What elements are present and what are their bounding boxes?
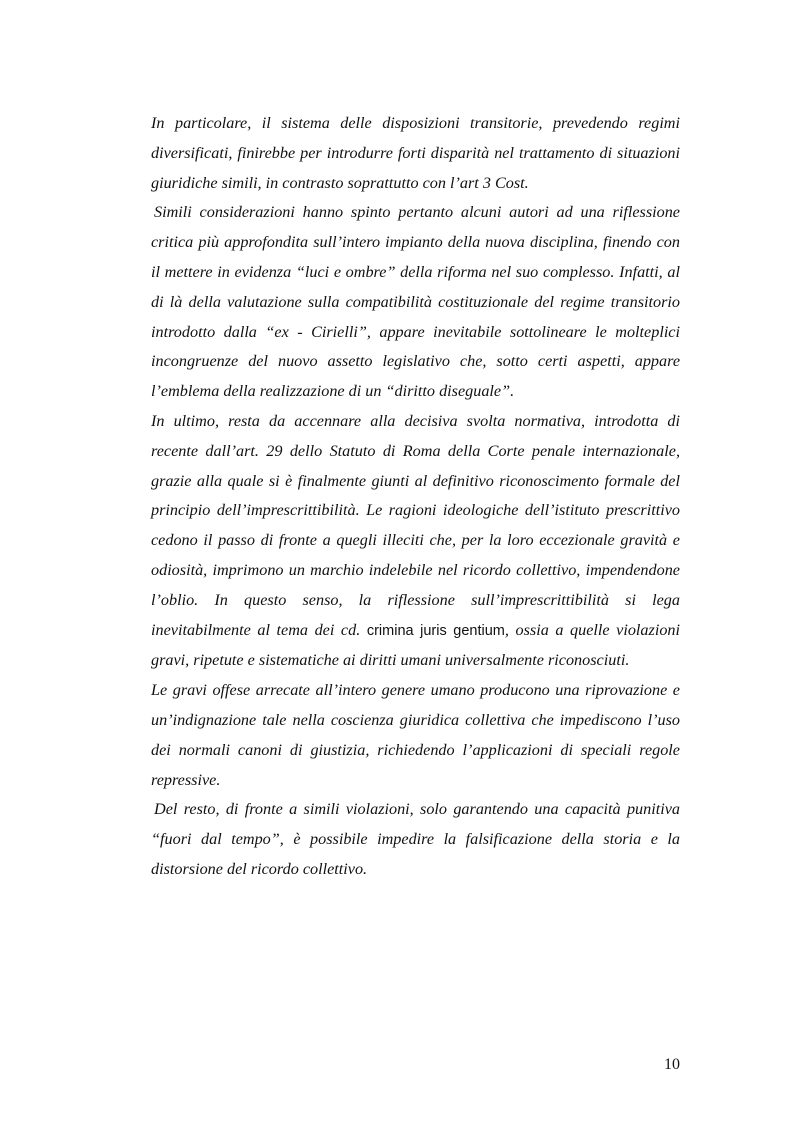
page-number: 10 [664, 1056, 680, 1073]
paragraph-3-text-before: In ultimo, resta da accennare alla decisiva svolta normativa, introdotta di recente dall’art. 29 dello Statuto di Roma della Corte penale internazionale, grazie alla quale si è finalmente giunti al definitivo riconoscimento formale del principio dell’imprescrittibilità. Le ragioni ideologiche dell’istituto prescrittivo cedono il passo di fronte a quegli illeciti che, per la loro eccezionale gravità e odiosità, imprimono un marchio indelebile nel ricordo collettivo, impendendone l’oblio. In questo senso, la riflessione sull’imprescrittibilità si lega inevitabilmente al tema dei cd. [151, 411, 680, 639]
paragraph-3-text-after: , ossia a quelle violazioni gravi, ripetute e sistematiche ai diritti umani universalmente riconosciuti. [151, 620, 681, 670]
document-body [151, 109, 680, 885]
paragraph-2 [151, 198, 680, 407]
paragraph-5 [151, 795, 680, 884]
paragraph-2-text: Simili considerazioni hanno spinto pertanto alcuni autori ad una riflessione critica più approfondita sull’intero impianto della nuova disciplina, finendo con il mettere in evidenza “luci e ombre” della riforma nel suo complesso. Infatti, al di là della valutazione sulla compatibilità costituzionale del regime transitorio introdotto dalla “ex - Cirielli”, appare inevitabile sottolineare le molteplici incongruenze del nuovo assetto legislativo che, sotto certi aspetti, appare l’emblema della realizzazione di un “diritto diseguale”. [151, 203, 680, 401]
paragraph-1-text: In particolare, il sistema delle disposizioni transitorie, prevedendo regimi diversificati, finirebbe per introdurre forti disparità nel trattamento di situazioni giuridiche simili, in contrasto soprattutto con l’art 3 Cost. [151, 114, 680, 192]
paragraph-5-text: Del resto, di fronte a simili violazioni, solo garantendo una capacità punitiva “fuori dal tempo”, è possibile impedire la falsificazione della storia e la distorsione del ricordo collettivo. [151, 800, 680, 878]
paragraph-4-text: Le gravi offese arrecate all’intero genere umano producono una riprovazione e un’indignazione tale nella coscienza giuridica collettiva che impediscono l’uso dei normali canoni di giustizia, richiedendo l’applicazioni di speciali regole repressive. [151, 681, 680, 789]
latin-term: crimina juris gentium [366, 622, 505, 639]
paragraph-4 [151, 676, 680, 795]
paragraph-3 [151, 407, 680, 676]
paragraph-1 [151, 109, 680, 198]
